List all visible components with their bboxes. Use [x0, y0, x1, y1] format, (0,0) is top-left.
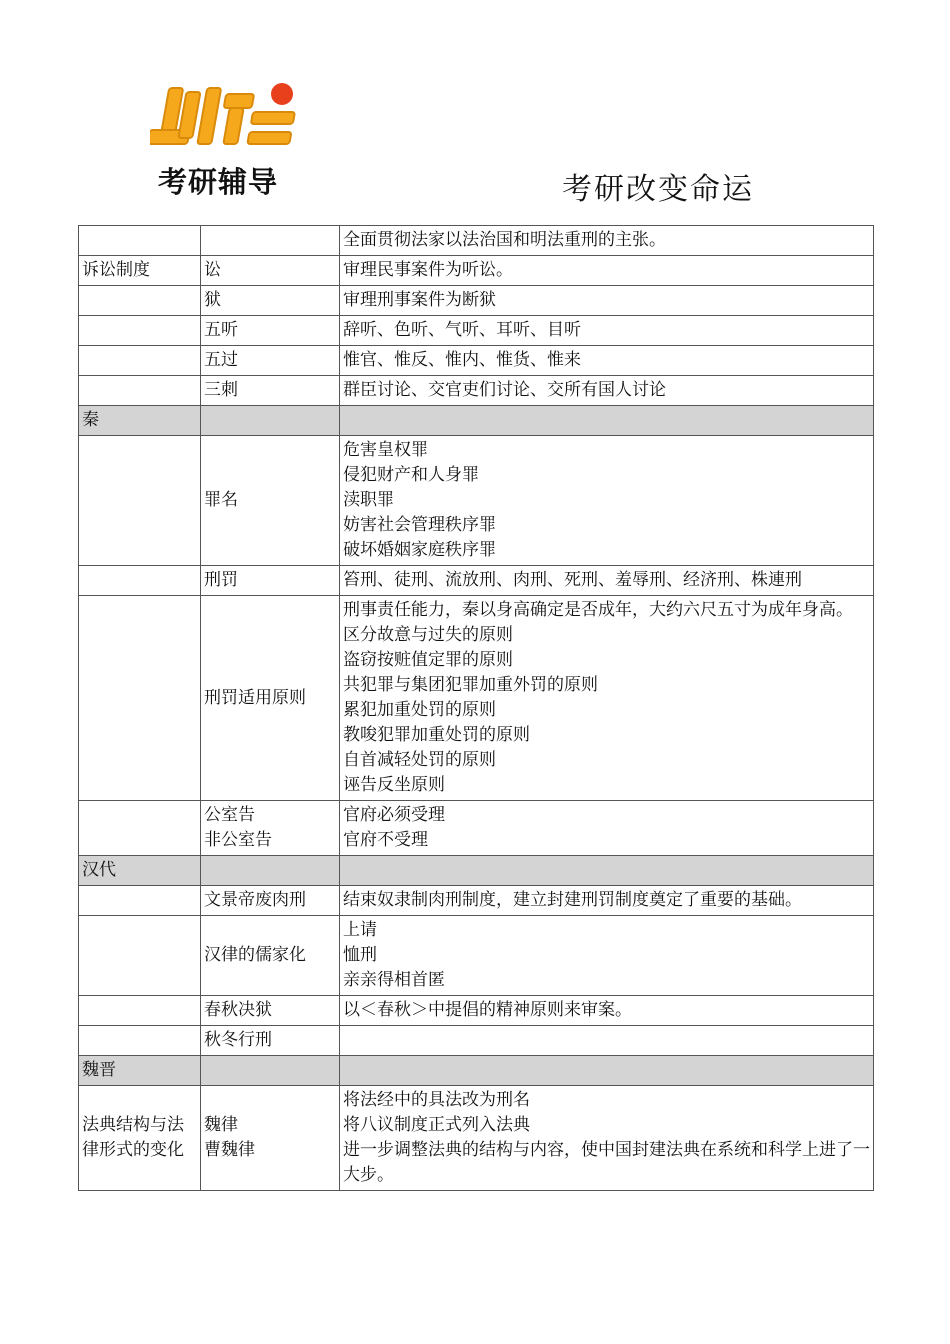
content-line: 侵犯财产和人身罪: [343, 465, 479, 485]
law-history-table: [78, 225, 874, 1191]
content-line: 盗窃按赃值定罪的原则: [343, 650, 513, 670]
logo: [150, 72, 310, 202]
content-line: 教唆犯罪加重处罚的原则: [343, 725, 530, 745]
item-line: 魏律: [204, 1115, 238, 1135]
item-line: 三刺: [204, 380, 238, 400]
content-cell: [340, 286, 874, 316]
content-cell: [340, 436, 874, 566]
item-line: 春秋决狱: [204, 1000, 272, 1020]
item-cell: [201, 406, 340, 436]
section-row: [79, 1056, 874, 1086]
table-row: [79, 996, 874, 1026]
content-line: 危害皇权罪: [343, 440, 428, 460]
table-row: [79, 376, 874, 406]
item-line: 刑罚适用原则: [204, 687, 306, 708]
item-cell: [201, 996, 340, 1026]
table-row: [79, 801, 874, 856]
content-line: 上请: [343, 920, 377, 940]
content-cell: [340, 916, 874, 996]
table-row: [79, 436, 874, 566]
table-row: [79, 886, 874, 916]
section-title: 汉代: [79, 856, 201, 886]
item-line: 五听: [204, 320, 238, 340]
item-cell: [201, 801, 340, 856]
content-line: 官府不受理: [343, 830, 428, 850]
category-cell: [79, 436, 201, 566]
content-line: 自首减轻处罚的原则: [343, 750, 496, 770]
category-cell: [79, 226, 201, 256]
item-cell: [201, 376, 340, 406]
item-cell: [201, 916, 340, 996]
content-line: 诬告反坐原则: [343, 775, 445, 795]
content-cell: [340, 1056, 874, 1086]
category-cell: 法典结构与法律形式的变化: [79, 1086, 201, 1191]
content-line: 将法经中的具法改为刑名: [343, 1090, 530, 1110]
item-line: 文景帝废肉刑: [204, 890, 306, 910]
content-line: 破坏婚姻家庭秩序罪: [343, 540, 496, 560]
content-line: 亲亲得相首匿: [343, 970, 445, 990]
content-line: 妨害社会管理秩序罪: [343, 515, 496, 535]
content-line: 群臣讨论、交官吏们讨论、交所有国人讨论: [343, 380, 666, 400]
logo-subtitle: 考研辅导: [158, 165, 279, 199]
item-line: 罪名: [204, 490, 238, 510]
content-line: 全面贯彻法家以法治国和明法重刑的主张。: [343, 230, 666, 250]
item-cell: [201, 1026, 340, 1056]
content-line: 辞听、色听、气听、耳听、目听: [343, 320, 581, 340]
category-cell: [79, 801, 201, 856]
content-cell: [340, 226, 874, 256]
item-cell: [201, 856, 340, 886]
category-cell: [79, 346, 201, 376]
item-cell: [201, 1056, 340, 1086]
content-line: 审理刑事案件为断狱: [343, 290, 496, 310]
content-cell: [340, 996, 874, 1026]
item-cell: [201, 436, 340, 566]
item-line: 公室告: [204, 805, 255, 825]
category-cell: [79, 596, 201, 801]
content-cell: [340, 1026, 874, 1056]
content-line: 惟官、惟反、惟内、惟货、惟来: [343, 350, 581, 370]
content-line: 将八议制度正式列入法典: [343, 1115, 530, 1135]
content-cell: [340, 566, 874, 596]
content-line: 以＜春秋＞中提倡的精神原则来审案。: [343, 1000, 632, 1020]
content-cell: [340, 801, 874, 856]
category-cell: 诉讼制度: [79, 256, 201, 286]
kaicheng-logo-icon: [150, 72, 310, 162]
content-line: 共犯罪与集团犯罪加重外罚的原则: [343, 675, 598, 695]
table-row: [79, 1086, 874, 1191]
item-cell: [201, 1086, 340, 1191]
item-cell: [201, 566, 340, 596]
category-cell: [79, 886, 201, 916]
content-cell: [340, 406, 874, 436]
section-title: 魏晋: [79, 1056, 201, 1086]
content-line: 笞刑、徒刑、流放刑、肉刑、死刑、羞辱刑、经济刑、株連刑: [343, 570, 802, 590]
item-line: 刑罚: [204, 570, 238, 590]
section-row: [79, 856, 874, 886]
content-cell: [340, 886, 874, 916]
item-cell: [201, 316, 340, 346]
item-line: 讼: [204, 260, 221, 280]
table-row: [79, 566, 874, 596]
item-line: 狱: [204, 290, 221, 310]
content-line: 恤刑: [343, 945, 377, 965]
content-cell: [340, 376, 874, 406]
table-row: [79, 316, 874, 346]
table-row: [79, 596, 874, 801]
content-line: 审理民事案件为听讼。: [343, 260, 513, 280]
category-cell: [79, 316, 201, 346]
content-cell: [340, 856, 874, 886]
table-row: [79, 226, 874, 256]
category-cell: [79, 1026, 201, 1056]
item-cell: [201, 226, 340, 256]
content-line: 进一步调整法典的结构与内容，使中国封建法典在系统和科学上进了一大步。: [343, 1140, 870, 1185]
content-line: 刑事责任能力，秦以身高确定是否成年，大约六尺五寸为成年身高。: [343, 600, 853, 620]
item-cell: [201, 286, 340, 316]
item-line: 汉律的儒家化: [204, 945, 306, 965]
content-line: 渎职罪: [343, 490, 394, 510]
svg-text:凯程: 凯程: [150, 72, 152, 73]
category-cell: [79, 916, 201, 996]
item-line: 秋冬行刑: [204, 1030, 272, 1050]
content-line: 累犯加重处罚的原则: [343, 700, 496, 720]
table-row: [79, 256, 874, 286]
item-cell: [201, 346, 340, 376]
table-row: [79, 916, 874, 996]
item-cell: [201, 596, 340, 801]
category-cell: [79, 996, 201, 1026]
content-cell: [340, 316, 874, 346]
content-line: 官府必须受理: [343, 805, 445, 825]
item-cell: [201, 256, 340, 286]
slogan: 考研改变命运: [562, 172, 754, 207]
content-cell: [340, 1086, 874, 1191]
table-row: [79, 286, 874, 316]
category-cell: [79, 376, 201, 406]
category-cell: [79, 286, 201, 316]
table-row: [79, 346, 874, 376]
logo-dot-icon: [271, 83, 293, 105]
item-line: 五过: [204, 350, 238, 370]
content-line: 结束奴隶制肉刑制度，建立封建刑罚制度奠定了重要的基础。: [343, 890, 802, 910]
content-cell: [340, 596, 874, 801]
table-row: [79, 1026, 874, 1056]
item-cell: [201, 886, 340, 916]
content-cell: [340, 256, 874, 286]
content-cell: [340, 346, 874, 376]
category-cell: [79, 566, 201, 596]
section-row: [79, 406, 874, 436]
item-line: 非公室告: [204, 830, 272, 850]
item-line: 曹魏律: [204, 1140, 255, 1160]
content-line: [343, 1028, 871, 1053]
content-line: 区分故意与过失的原则: [343, 625, 513, 645]
section-title: 秦: [79, 406, 201, 436]
